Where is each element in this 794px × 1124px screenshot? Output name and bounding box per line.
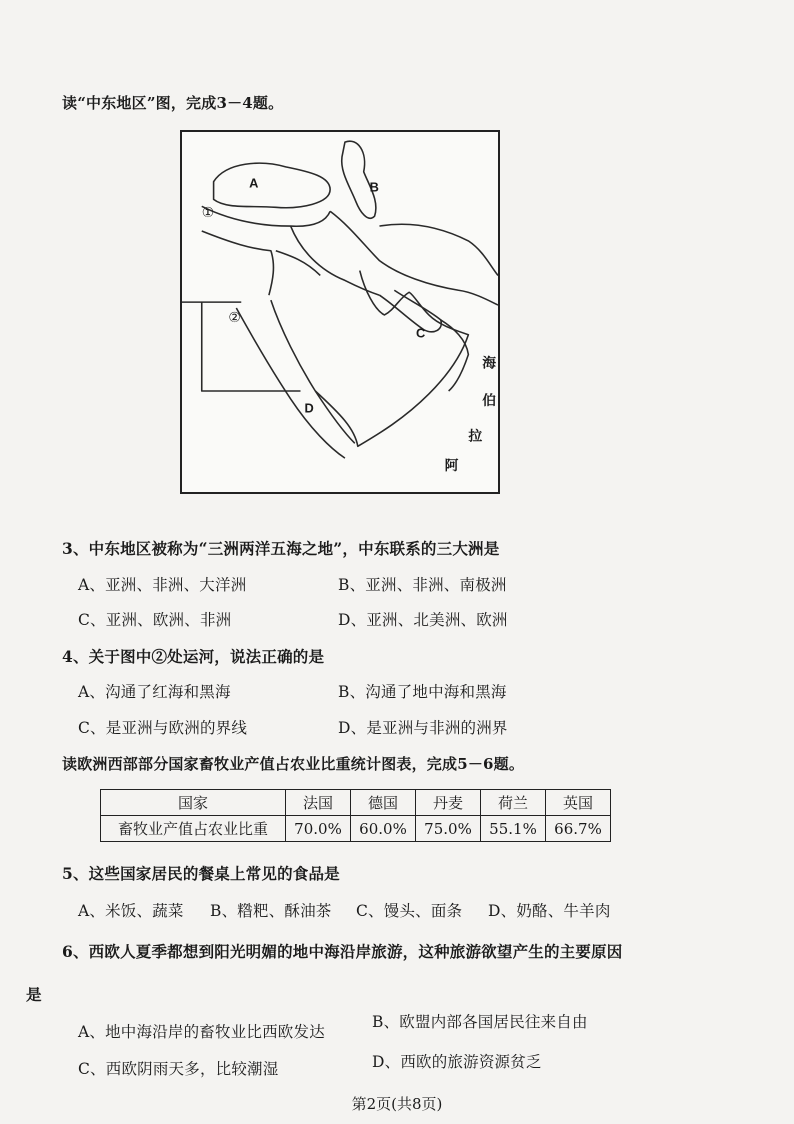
question-5-stem: 5、这些国家居民的餐桌上常见的食品是 [62,864,340,883]
anatolia-outline [202,206,330,226]
question-3-option-c[interactable]: C、亚洲、欧洲、非洲 [78,611,232,629]
question-3-stem: 3、中东地区被称为“三洲两洋五海之地”，中东联系的三大洲是 [62,539,500,558]
question-4-stem: 4、关于图中②处运河，说法正确的是 [62,647,325,666]
table-header-row [101,790,611,816]
question-5-option-b[interactable]: B、糌粑、酥油茶 [210,902,332,920]
question-6-option-c[interactable]: C、西欧阴雨天多，比较潮湿 [78,1060,279,1078]
question-5-option-d[interactable]: D、奶酪、牛羊肉 [488,902,611,920]
question-3-option-a[interactable]: A、亚洲、非洲、大洋洲 [78,576,247,594]
oman-coast [441,320,469,391]
table-header-cell: 英国 [546,790,611,816]
table-cell: 75.0% [416,816,481,842]
table-cell: 60.0% [351,816,416,842]
table-header-cell: 法国 [286,790,351,816]
map-label-d: D [304,400,314,416]
question-4-option-c[interactable]: C、是亚洲与欧洲的界线 [78,719,248,737]
question-6-stem-continued: 是 [26,985,42,1004]
table-row [101,816,611,842]
sea-char-2: 伯 [482,392,497,409]
question-6-stem: 6、西欧人夏季都想到阳光明媚的地中海沿岸旅游，这种旅游欲望产生的主要原因 [62,942,623,961]
table-header-cell: 德国 [351,790,416,816]
red-sea-east [271,300,355,443]
syria-boundary [276,251,320,276]
sea-char-1: 海 [482,355,497,372]
page-number-footer: 第2页(共8页) [351,1095,443,1113]
table-cell: 66.7% [546,816,611,842]
red-sea-west [236,308,345,458]
arabian-peninsula-outline [315,271,468,447]
table-cell: 70.0% [286,816,351,842]
question-6-option-a[interactable]: A、地中海沿岸的畜牧业比西欧发达 [78,1023,325,1041]
map-label-c: C [416,325,426,341]
table-cell: 畜牧业产值占农业比重 [101,816,286,842]
question-6-option-d[interactable]: D、西欧的旅游资源贫乏 [372,1053,542,1071]
mediterranean-coast [202,231,274,295]
table-header-cell: 荷兰 [481,790,546,816]
sea-char-4: 阿 [444,458,459,474]
middle-east-map [180,130,500,494]
map-label-a: A [249,175,259,191]
africa-boundary [202,302,301,391]
question-4-option-b[interactable]: B、沟通了地中海和黑海 [338,683,507,701]
question-5-option-c[interactable]: C、馒头、面条 [356,902,463,920]
map-label-b: B [369,179,379,195]
table-header-cell: 丹麦 [416,790,481,816]
question-3-option-b[interactable]: B、亚洲、非洲、南极洲 [338,576,507,594]
intro-questions-3-4: 读“中东地区”图，完成3－4题。 [62,94,284,112]
question-4-option-d[interactable]: D、是亚洲与非洲的洲界 [338,719,508,737]
map-marker-1: ① [201,205,215,222]
persian-gulf-outline [380,290,442,331]
table-cell: 55.1% [481,816,546,842]
sea-char-3: 拉 [468,428,483,445]
iran-east-boundary [380,224,499,275]
intro-questions-5-6: 读欧洲西部部分国家畜牧业产值占农业比重统计图表，完成5－6题。 [62,755,525,773]
middle-east-map-drawing [182,132,498,492]
map-marker-2: ② [228,309,241,326]
question-3-option-d[interactable]: D、亚洲、北美洲、欧洲 [338,611,508,629]
iraq-boundary [291,226,380,295]
table-header-cell: 国家 [101,790,286,816]
question-5-option-a[interactable]: A、米饭、蔬菜 [78,902,184,920]
livestock-share-table [100,789,611,842]
question-4-option-a[interactable]: A、沟通了红海和黑海 [78,683,231,701]
black-sea-outline [214,163,331,207]
question-6-option-b[interactable]: B、欧盟内部各国居民往来自由 [372,1013,588,1031]
